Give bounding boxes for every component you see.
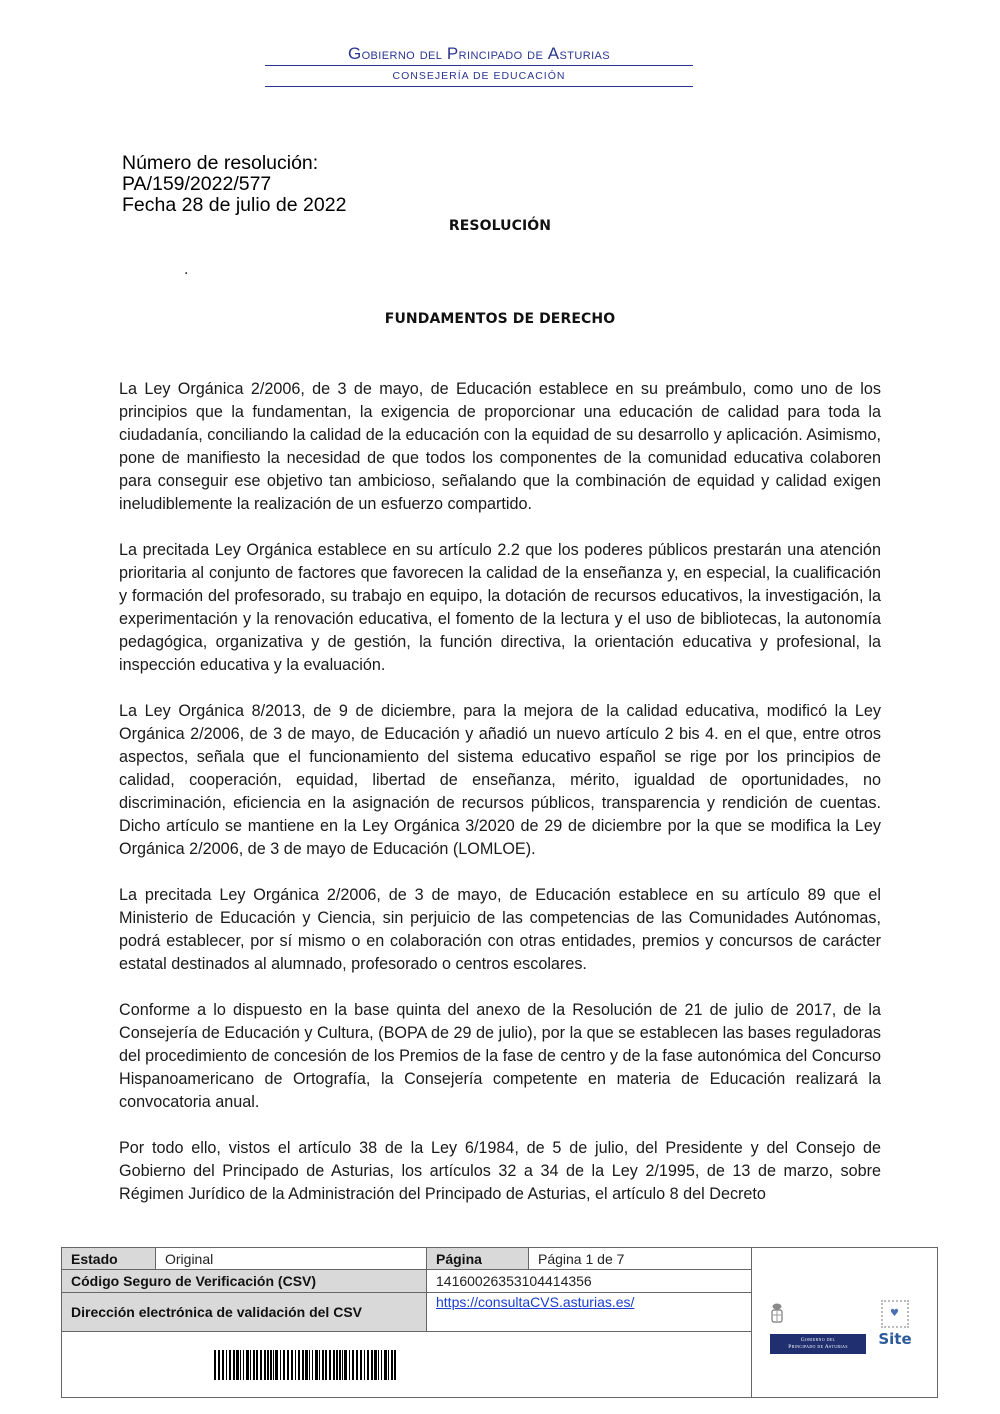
pagina-value: Página 1 de 7 xyxy=(529,1248,751,1269)
barcode-bar xyxy=(319,1350,320,1380)
letterhead xyxy=(265,44,693,87)
estado-label: Estado xyxy=(62,1248,156,1269)
barcode-bar xyxy=(374,1350,377,1380)
barcode-bar xyxy=(364,1350,365,1380)
site-logo xyxy=(876,1300,914,1348)
barcode-bar xyxy=(214,1350,216,1380)
barcode-bar xyxy=(342,1350,343,1380)
logos-area xyxy=(752,1248,937,1397)
barcode-bar xyxy=(250,1350,251,1380)
paragraph: La Ley Orgánica 2/2006, de 3 de mayo, de Educación establece en su preámbulo, como uno de los principios que la fundamentan, la exigencia de proporcionar una educación de calidad para toda la ciudadanía, conciliando la calidad de la educación con la equidad de su desarrollo y aplicación. Asimismo, pone de manifiesto la necesidad de que todos los componentes de la comunidad educativa colaboren para conseguir ese objetivo tan ambicioso, señalando que la combinación de equidad y calidad exigen ineludiblemente la realización de un esfuerzo compartido. xyxy=(119,380,881,513)
barcode-bar xyxy=(302,1350,304,1380)
barcode-bar xyxy=(270,1350,272,1380)
heart-icon: ♥ xyxy=(890,1308,899,1319)
barcode-bar xyxy=(325,1350,327,1380)
gobierno-logo-line2: Principado de Asturias xyxy=(788,1344,848,1350)
barcode-bar xyxy=(336,1350,338,1380)
barcode-bar xyxy=(367,1350,369,1380)
barcode-bar xyxy=(322,1350,324,1380)
paragraph: Por todo ello, vistos el artículo 38 de la Ley 6/1984, de 5 de julio, del Presidente y del Consejo de Gobierno del Principado de Asturias, los artículos 32 a 34 de la Ley 2/1995, de 13 de marzo, sobre Régimen Jurídico de la Administración del Principado de Asturias, el artículo 8 del Decreto xyxy=(119,1139,881,1203)
verification-footer xyxy=(61,1247,938,1398)
letterhead-department: CONSEJERÍA DE EDUCACIÓN xyxy=(392,70,566,82)
barcode-bar xyxy=(233,1350,235,1380)
barcode-bar xyxy=(226,1350,227,1380)
barcode-bar xyxy=(253,1350,255,1380)
estado-value: Original xyxy=(156,1248,427,1269)
gobierno-logo-line1: Gobierno del xyxy=(800,1337,836,1343)
heading-fundamentos-de-derecho: FUNDAMENTOS DE DERECHO xyxy=(384,311,616,327)
site-frame-icon xyxy=(881,1300,909,1328)
barcode-bar xyxy=(222,1350,224,1380)
barcode-bar xyxy=(352,1350,354,1380)
validation-url-link[interactable]: https://consultaCVS.asturias.es/ xyxy=(427,1293,751,1331)
barcode-bar xyxy=(309,1350,310,1380)
barcode-bar xyxy=(280,1350,281,1380)
pagina-label: Página xyxy=(427,1248,529,1269)
barcode-bar xyxy=(295,1350,296,1380)
row-estado-pagina xyxy=(62,1248,751,1270)
barcode-bar xyxy=(391,1350,393,1380)
barcode-bar xyxy=(360,1350,362,1380)
heading-resolucion: RESOLUCIÓN xyxy=(448,218,552,234)
barcode-bar xyxy=(344,1350,347,1380)
barcode-icon xyxy=(214,1350,398,1380)
barcode-bar xyxy=(388,1350,389,1380)
barcode-bar xyxy=(287,1350,289,1380)
paragraph: La precitada Ley Orgánica 2/2006, de 3 de mayo, de Educación establece en su artículo 89 que el Ministerio de Educación y Ciencia, sin perjuicio de las competencias de las Comunidades Autónomas, podrá establecer, por sí mismo o en colaboración con otras entidades, premios y concursos de carácter estatal destinados al alumnado, profesorado o centros escolares. xyxy=(119,886,881,973)
barcode-bar xyxy=(275,1350,278,1380)
gobierno-logo-box xyxy=(770,1334,866,1354)
barcode-bar xyxy=(243,1350,244,1380)
barcode-bar xyxy=(315,1350,318,1380)
paragraph: Conforme a lo dispuesto en la base quinta del anexo de la Resolución de 21 de julio de 2017, de la Consejería de Educación y Cultura, (BOPA de 29 de julio), por la que se establecen las bases reguladoras del procedimiento de concesión de los Premios de la fase de centro y de la fase autonómica del Concurso Hispanoamericano de Ortografía, la Consejería competente en materia de Educación realizará la convocatoria anual. xyxy=(119,1001,881,1111)
barcode-bar xyxy=(273,1350,274,1380)
barcode-bar xyxy=(356,1350,358,1380)
barcode-bar xyxy=(312,1350,313,1380)
coat-of-arms-icon xyxy=(770,1303,784,1325)
gobierno-asturias-logo xyxy=(770,1303,866,1354)
resolution-date: Fecha 28 de julio de 2022 xyxy=(122,194,347,216)
barcode-bar xyxy=(394,1350,396,1380)
resolution-number-label: Número de resolución: xyxy=(122,152,319,174)
barcode-bar xyxy=(229,1350,231,1380)
row-csv xyxy=(62,1270,751,1293)
barcode-bar xyxy=(246,1350,249,1380)
barcode-bar xyxy=(291,1350,293,1380)
csv-value: 14160026353104414356 xyxy=(427,1270,751,1292)
row-validation xyxy=(62,1293,751,1332)
barcode-bar xyxy=(283,1350,285,1380)
barcode-bar xyxy=(218,1350,220,1380)
validation-label: Dirección electrónica de validación del CSV xyxy=(62,1293,427,1331)
barcode-bar xyxy=(349,1350,350,1380)
site-logo-text: Site xyxy=(878,1330,912,1348)
barcode-bar xyxy=(371,1350,373,1380)
document-body xyxy=(119,378,881,1229)
paragraph: La Ley Orgánica 8/2013, de 9 de diciembre, para la mejora de la calidad educativa, modificó la Ley Orgánica 2/2006, de 3 de mayo, de Educación y añadió un nuevo artículo 2 bis 4. en el que, entre otros aspectos, señala que el funcionamiento del sistema educativo español se rige por los principios de calidad, cooperación, equidad, libertad de enseñanza, mérito, igualdad de oportunidades, no discriminación, eficiencia en la asignación de recursos públicos, transparencia y rendición de cuentas. Dicho artículo se mantiene en la Ley Orgánica 3/2020 de 29 de diciembre por la que se modifica la Ley Orgánica 2/2006, de 3 de mayo de Educación (LOMLOE). xyxy=(119,702,881,858)
barcode-bar xyxy=(381,1350,382,1380)
barcode-bar xyxy=(240,1350,241,1380)
verification-grid xyxy=(62,1248,752,1332)
barcode-bar xyxy=(260,1350,262,1380)
barcode-bar xyxy=(329,1350,331,1380)
barcode-bar xyxy=(339,1350,341,1380)
letterhead-rule-bottom xyxy=(265,86,693,87)
barcode-bar xyxy=(236,1350,239,1380)
stray-dot: . xyxy=(184,262,189,278)
barcode-bar xyxy=(305,1350,308,1380)
csv-label: Código Seguro de Verificación (CSV) xyxy=(62,1270,427,1292)
barcode-bar xyxy=(384,1350,387,1380)
barcode-bar xyxy=(333,1350,335,1380)
resolution-info xyxy=(122,153,346,216)
letterhead-org-name: Gobierno del Principado de Asturias xyxy=(347,44,611,63)
barcode-bar xyxy=(256,1350,258,1380)
barcode-area xyxy=(62,1330,752,1397)
paragraph: La precitada Ley Orgánica establece en su artículo 2.2 que los poderes públicos prestarán una atención prioritaria al conjunto de factores que favorecen la calidad de la enseñanza y, en especial, la cualificación y formación del profesorado, su trabajo en equipo, la dotación de recursos educativos, la investigación, la experimentación y la renovación educativa, el fomento de la lectura y el uso de bibliotecas, la autonomía pedagógica, organizativa y de gestión, la función directiva, la orientación educativa y profesional, la inspección educativa y la evaluación. xyxy=(119,541,881,674)
resolution-number: PA/159/2022/577 xyxy=(122,173,272,195)
barcode-bar xyxy=(378,1350,379,1380)
barcode-bar xyxy=(298,1350,300,1380)
barcode-bar xyxy=(264,1350,266,1380)
barcode-bar xyxy=(267,1350,269,1380)
